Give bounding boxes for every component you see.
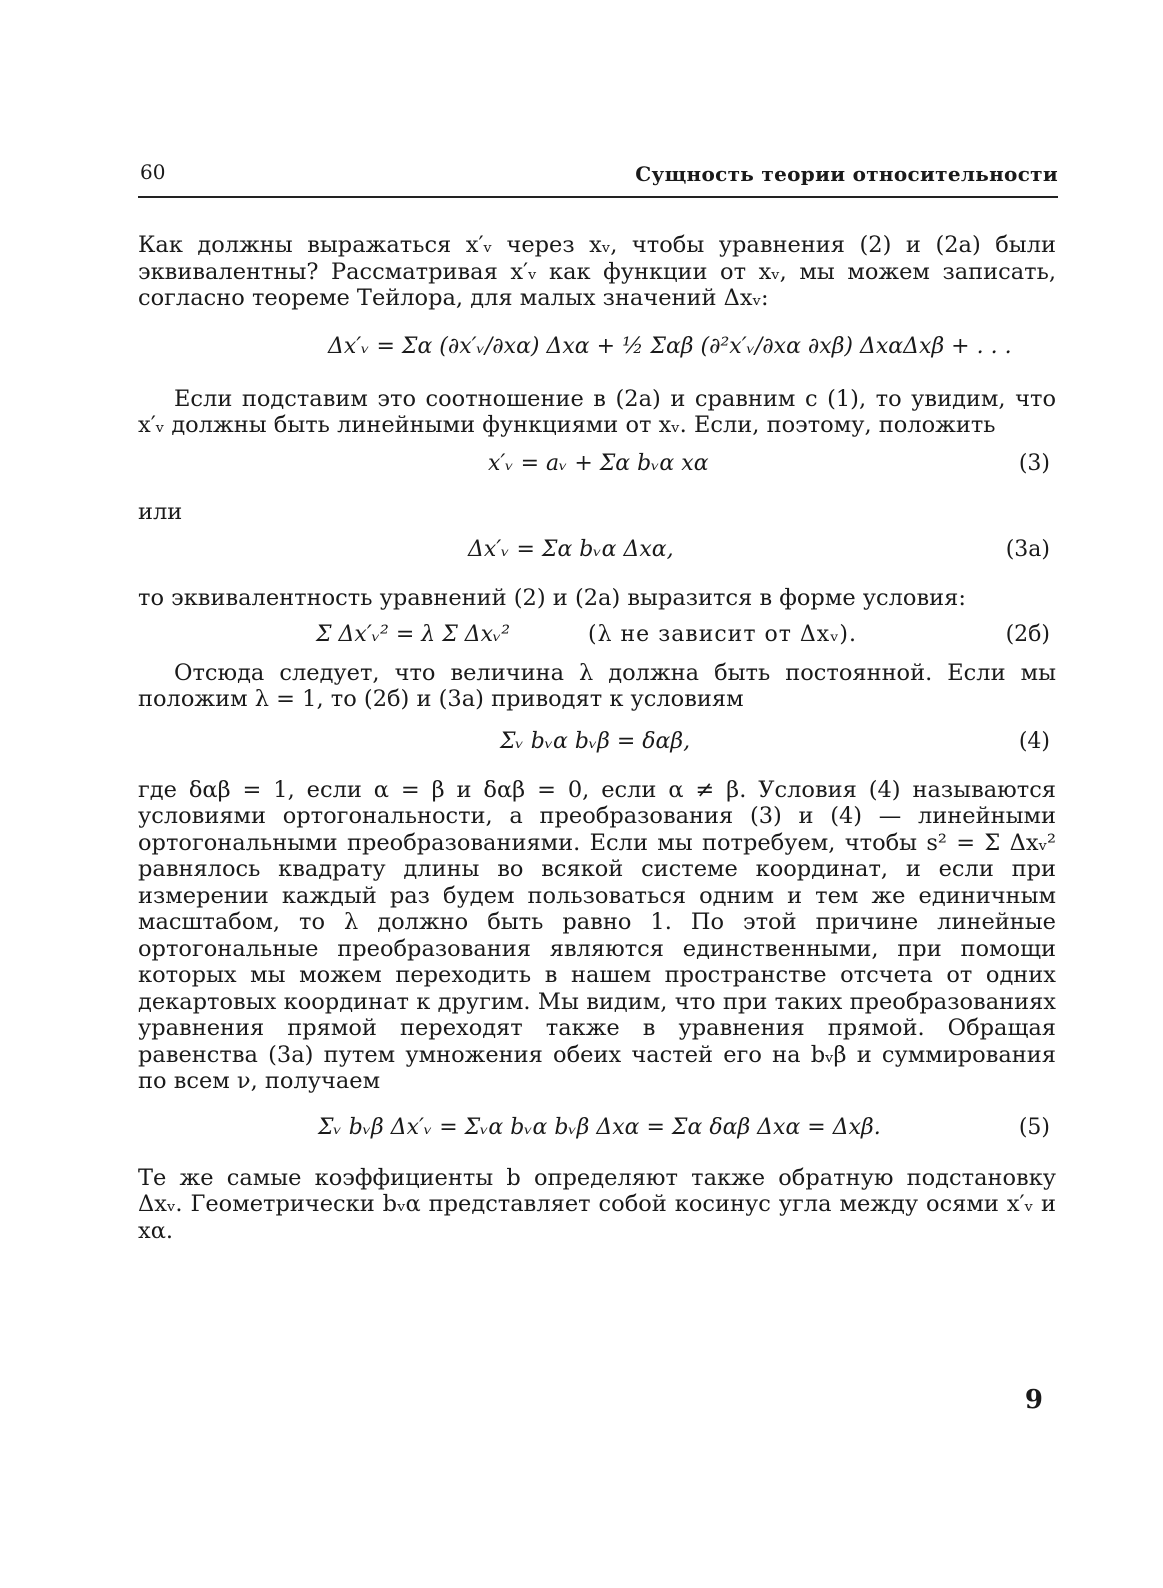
paragraph-2: Если подставим это соотношение в (2а) и сравним с (1), то увидим, что x′ᵥ должны быть линейными функциями от xᵥ. Если, поэтому, положить [138,385,1056,438]
equation-number-3: (3) [1018,450,1050,476]
formula-5: Σᵥ bᵥβ Δx′ᵥ = Σᵥα bᵥα bᵥβ Δxα = Σα δαβ Δxα = Δxβ. [318,1114,881,1140]
header-rule [138,196,1058,198]
equation-number-4: (4) [1018,728,1050,754]
formula-taylor: Δx′ᵥ = Σα (∂x′ᵥ/∂xα) Δxα + ½ Σαβ (∂²x′ᵥ/∂xα ∂xβ) ΔxαΔxβ + . . . [328,333,1012,359]
paragraph-6: Те же самые коэффициенты b определяют также обратную подстановку Δxᵥ. Геометрически bᵥα представляет собой косинус угла между осями x′ᵥ и xα. [138,1164,1056,1244]
equation-5 [138,1101,1056,1159]
equation-3a [138,531,1056,579]
signature-mark: 9 [1024,1385,1043,1415]
equation-3 [138,445,1056,493]
equation-number-5: (5) [1018,1114,1050,1140]
paragraph-5: где δαβ = 1, если α = β и δαβ = 0, если α ≠ β. Условия (4) называются условиями ортогональности, а преобразования (3) и (4) — линейными ортогональными преобразованиями. Если мы потребуем, чтобы s² = Σ Δxᵥ² равнялось квадрату длины во всякой системе координат, и если при измерении каждый раз будем пользоваться одним и тем же единичным масштабом, то λ должно быть равно 1. По этой причине линейные ортогональные преобразования являются единственными, при помощи которых мы можем переходить в нашем пространстве отсчета от одних декартовых координат к другим. Мы видим, что при таких преобразованиях уравнения прямой переходят также в уравнения прямой. Обращая равенства (3а) путем умножения обеих частей его на bᵥβ и суммирования по всем ν, получаем [138,776,1056,1094]
page-number: 60 [140,160,166,184]
paragraph-4: Отсюда следует, что величина λ должна быть постоянной. Если мы положим λ = 1, то (2б) и (3а) приводят к условиям [138,659,1056,712]
running-title: Сущность теории относительности [635,162,1058,186]
formula-3a: Δx′ᵥ = Σα bᵥα Δxα, [468,537,674,562]
word-or: или [138,498,183,525]
body-text [138,232,1056,1244]
page-header [138,160,1058,200]
equation-number-3a: (3а) [1005,537,1050,562]
formula-3: x′ᵥ = aᵥ + Σα bᵥα xα [488,450,709,476]
equation-number-2b: (2б) [1005,621,1050,647]
condition-2b: (λ не зависит от Δxᵥ). [588,621,857,647]
equation-4 [138,719,1056,771]
paragraph-3: то эквивалентность уравнений (2) и (2а) выразится в форме условия: [138,585,966,611]
formula-4: Σᵥ bᵥα bᵥβ = δαβ, [500,728,691,754]
formula-2b: Σ Δx′ᵥ² = λ Σ Δxᵥ² [316,621,511,647]
equation-2b [138,618,1056,654]
equation-taylor [138,320,1056,376]
paragraph-1: Как должны выражаться x′ᵥ через xᵥ, чтобы уравнения (2) и (2а) были эквивалентны? Рассматривая x′ᵥ как функции от xᵥ, мы можем записать, согласно теореме Тейлора, для малых значений Δxᵥ: [138,232,1056,311]
